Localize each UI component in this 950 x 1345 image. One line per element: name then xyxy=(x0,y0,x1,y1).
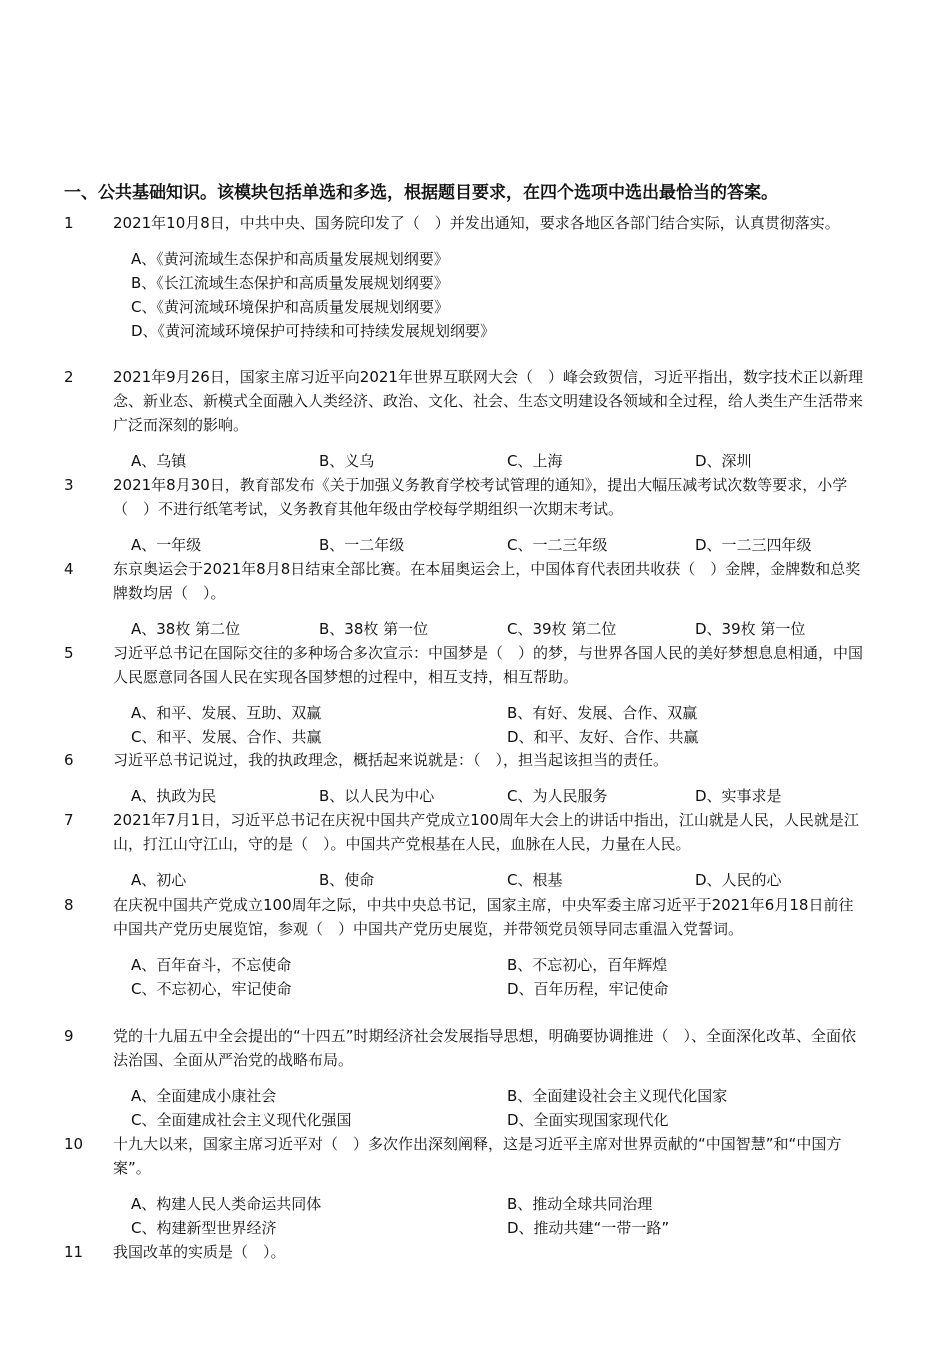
option-b[interactable]: B、推动全球共同治理 xyxy=(507,1195,653,1213)
question-number: 1 xyxy=(64,214,74,232)
option-c[interactable]: C、全面建成社会主义现代化强国 xyxy=(131,1111,352,1129)
option-b[interactable]: B、使命 xyxy=(319,871,375,889)
option-d[interactable]: D、《黄河流域环境保护可持续和可持续发展规划纲要》 xyxy=(131,322,496,340)
option-a[interactable]: A、百年奋斗，不忘使命 xyxy=(131,956,292,974)
question-text: 习近平总书记说过，我的执政理念，概括起来说就是：（ ），担当起该担当的责任。 xyxy=(113,751,669,769)
option-b[interactable]: B、全面建设社会主义现代化国家 xyxy=(507,1087,728,1105)
question-number: 9 xyxy=(64,1027,74,1045)
question-number: 5 xyxy=(64,644,74,662)
question-number: 7 xyxy=(64,811,74,829)
question-9 xyxy=(64,1024,884,1132)
option-a[interactable]: A、乌镇 xyxy=(131,452,187,470)
options xyxy=(131,868,881,892)
section-title: 一、公共基础知识。该模块包括单选和多选，根据题目要求，在四个选项中选出最恰当的答案。 xyxy=(64,183,778,203)
option-a[interactable]: A、和平、发展、互助、双赢 xyxy=(131,704,322,722)
question-2 xyxy=(64,365,884,473)
options xyxy=(131,1084,881,1132)
options xyxy=(131,617,881,641)
question-text: 2021年10月8日，中共中央、国务院印发了（ ）并发出通知，要求各地区各部门结合实际，认真贯彻落实。 xyxy=(113,214,840,232)
options xyxy=(131,247,881,343)
question-10 xyxy=(64,1132,884,1240)
option-b[interactable]: B、有好、发展、合作、双赢 xyxy=(507,704,698,722)
option-a[interactable]: A、38枚 第二位 xyxy=(131,620,241,638)
question-number: 3 xyxy=(64,476,74,494)
options xyxy=(131,533,881,557)
option-d[interactable]: D、深圳 xyxy=(695,452,752,470)
question-number: 11 xyxy=(64,1243,84,1261)
option-c[interactable]: C、根基 xyxy=(507,871,563,889)
question-number: 4 xyxy=(64,560,74,578)
question-text: 在庆祝中国共产党成立100周年之际，中共中央总书记，国家主席，中央军委主席习近平于2021年6月18日前往中国共产党历史展览馆，参观（ ）中国共产党历史展览，并带领党员领导同志重温入党誓词。 xyxy=(113,896,854,938)
question-5 xyxy=(64,641,884,749)
option-d[interactable]: D、和平、友好、合作、共赢 xyxy=(507,728,699,746)
question-11 xyxy=(64,1240,884,1264)
options xyxy=(131,1192,881,1240)
option-b[interactable]: B、义乌 xyxy=(319,452,375,470)
option-d[interactable]: D、一二三四年级 xyxy=(695,536,812,554)
option-b[interactable]: B、《长江流域生态保护和高质量发展规划纲要》 xyxy=(131,274,449,292)
option-c[interactable]: C、为人民服务 xyxy=(507,787,608,805)
option-a[interactable]: A、《黄河流域生态保护和高质量发展规划纲要》 xyxy=(131,250,449,268)
question-7 xyxy=(64,808,884,892)
question-6 xyxy=(64,748,884,808)
option-b[interactable]: B、以人民为中心 xyxy=(319,787,435,805)
option-d[interactable]: D、百年历程，牢记使命 xyxy=(507,980,669,998)
question-text: 党的十九届五中全会提出的“十四五”时期经济社会发展指导思想，明确要协调推进（ ）、全面深化改革、全面依法治国、全面从严治党的战略布局。 xyxy=(113,1027,857,1069)
options xyxy=(131,701,881,749)
question-number: 6 xyxy=(64,751,74,769)
question-text: 2021年7月1日，习近平总书记在庆祝中国共产党成立100周年大会上的讲话中指出，江山就是人民，人民就是江山，打江山守江山，守的是（ ）。中国共产党根基在人民，血脉在人民，力量在人民。 xyxy=(113,811,859,853)
question-number: 8 xyxy=(64,896,74,914)
option-d[interactable]: D、推动共建“一带一路” xyxy=(507,1219,670,1237)
question-number: 10 xyxy=(64,1135,84,1153)
options xyxy=(131,449,881,473)
question-4 xyxy=(64,557,884,641)
option-c[interactable]: C、39枚 第二位 xyxy=(507,620,617,638)
option-b[interactable]: B、不忘初心，百年辉煌 xyxy=(507,956,668,974)
option-a[interactable]: A、构建人民人类命运共同体 xyxy=(131,1195,322,1213)
option-c[interactable]: C、一二三年级 xyxy=(507,536,608,554)
question-text: 2021年9月26日，国家主席习近平向2021年世界互联网大会（ ）峰会致贺信，习近平指出，数字技术正以新理念、新业态、新模式全面融入人类经济、政治、文化、社会、生态文明建设各领域和全过程，给人类生产生活带来广泛而深刻的影响。 xyxy=(113,368,864,434)
option-a[interactable]: A、执政为民 xyxy=(131,787,217,805)
question-text: 2021年8月30日，教育部发布《关于加强义务教育学校考试管理的通知》，提出大幅压减考试次数等要求，小学（ ）不进行纸笔考试，义务教育其他年级由学校每学期组织一次期末考试。 xyxy=(113,476,848,518)
option-c[interactable]: C、上海 xyxy=(507,452,563,470)
option-a[interactable]: A、初心 xyxy=(131,871,187,889)
options xyxy=(131,784,881,808)
question-1 xyxy=(64,211,884,343)
option-a[interactable]: A、全面建成小康社会 xyxy=(131,1087,277,1105)
option-c[interactable]: C、构建新型世界经济 xyxy=(131,1219,277,1237)
option-c[interactable]: C、和平、发展、合作、共赢 xyxy=(131,728,322,746)
option-d[interactable]: D、实事求是 xyxy=(695,787,782,805)
option-d[interactable]: D、39枚 第一位 xyxy=(695,620,806,638)
option-a[interactable]: A、一年级 xyxy=(131,536,202,554)
question-text: 十九大以来，国家主席习近平对（ ）多次作出深刻阐释，这是习近平主席对世界贡献的“中国智慧”和“中国方案”。 xyxy=(113,1135,842,1177)
question-3 xyxy=(64,473,884,557)
option-b[interactable]: B、一二年级 xyxy=(319,536,405,554)
option-c[interactable]: C、不忘初心，牢记使命 xyxy=(131,980,292,998)
question-number: 2 xyxy=(64,368,74,386)
question-text: 东京奥运会于2021年8月8日结束全部比赛。在本届奥运会上，中国体育代表团共收获（ ）金牌，金牌数和总奖牌数均居（ ）。 xyxy=(113,560,861,602)
option-d[interactable]: D、人民的心 xyxy=(695,871,782,889)
options xyxy=(131,953,881,1001)
option-d[interactable]: D、全面实现国家现代化 xyxy=(507,1111,669,1129)
question-text: 我国改革的实质是（ ）。 xyxy=(113,1243,286,1261)
option-c[interactable]: C、《黄河流域环境保护和高质量发展规划纲要》 xyxy=(131,298,449,316)
question-8 xyxy=(64,893,884,1001)
option-b[interactable]: B、38枚 第一位 xyxy=(319,620,429,638)
question-text: 习近平总书记在国际交往的多种场合多次宣示：中国梦是（ ）的梦，与世界各国人民的美好梦想息息相通，中国人民愿意同各国人民在实现各国梦想的过程中，相互支持，相互帮助。 xyxy=(113,644,864,686)
